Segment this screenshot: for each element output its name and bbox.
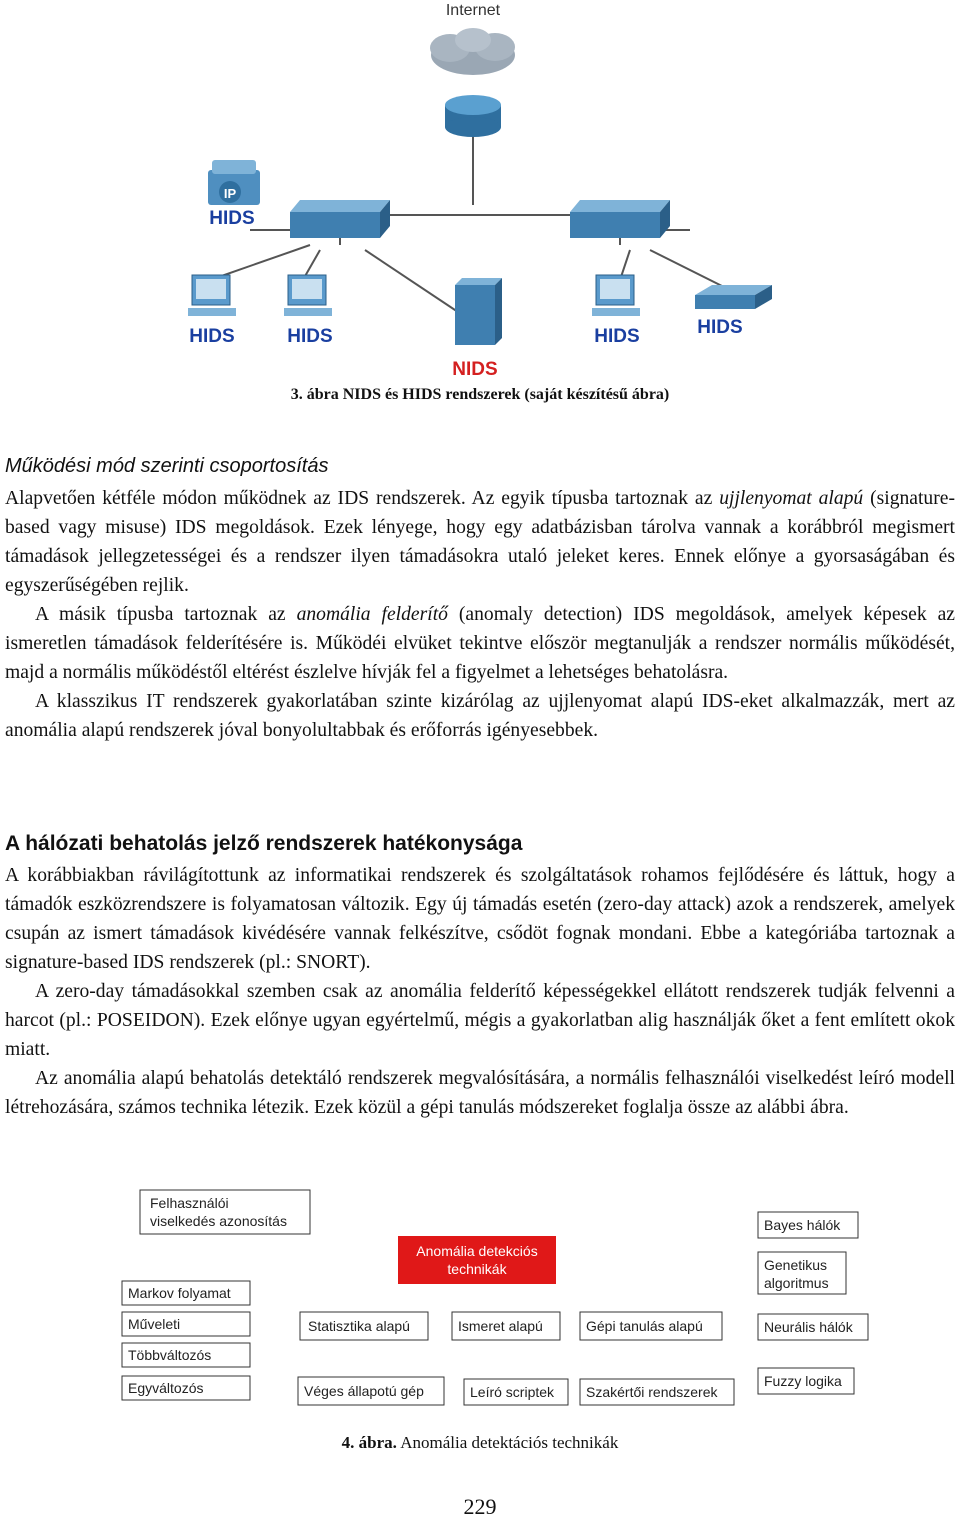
section-2-body [5,861,955,1122]
hids-label-phone: HIDS [209,208,255,229]
svg-text:Bayes hálók: Bayes hálók [764,1217,841,1233]
switch-right-icon [570,200,670,238]
section-1-paragraph-3: A klasszikus IT rendszerek gyakorlatában szinte kizárólag az ujjlenyomat alapú IDS-eket alkalmazzák, mert az anomália alapú rendszerek jóval bonyolultabbak és erőforrás igényesebbek. [5,691,955,741]
knowledge-box [452,1312,560,1340]
svg-text:Fuzzy logika: Fuzzy logika [764,1373,842,1389]
internet-label: Internet [445,2,501,19]
section-2-paragraph-1: A korábbiakban rávilágítottunk az informatikai rendszerek és szolgáltatások rohamos fejlődésére és láttuk, hogy a támadók eszközrendszere is folyamatosan változik. Egy új támadás esetén (zero-day attack) azok a rendszerek, amelyek csupán az ismert támadások kivédésére vannak felkészítve, csődöt fognak mondani. Ebbe a kategóriába tartoznak a signature-based IDS rendszerek (pl.: SNORT). [5,865,955,973]
scripts-box [464,1379,568,1405]
hids-label-pc2: HIDS [287,326,333,347]
svg-text:algoritmus: algoritmus [764,1275,829,1291]
server-icon [695,285,772,309]
machine-learning-box [580,1312,722,1340]
figure-3-caption: 3. ábra NIDS és HIDS rendszerek (saját készítésű ábra) [290,386,670,403]
svg-text:Többváltozós: Többváltozós [128,1347,212,1363]
pc-icon [592,275,640,316]
router-icon [445,95,501,137]
section-1-body [5,484,955,745]
anomaly-techniques-box [398,1236,556,1284]
svg-text:Szakértői rendszerek: Szakértői rendszerek [586,1384,718,1400]
markov-box [122,1281,250,1305]
hids-label-pc1: HIDS [189,326,235,347]
svg-text:viselkedés azonosítás: viselkedés azonosítás [150,1213,287,1229]
switch-left-icon [290,200,390,238]
svg-text:Leíró scriptek: Leíró scriptek [470,1384,555,1400]
svg-text:technikák: technikák [447,1261,507,1277]
pc-icon [188,275,236,316]
svg-text:Markov folyamat: Markov folyamat [128,1285,231,1301]
pc-icon [284,275,332,316]
svg-text:Neurális hálók: Neurális hálók [764,1319,853,1335]
network-diagram [150,0,810,385]
svg-text:Egyváltozós: Egyváltozós [128,1380,204,1396]
nids-sensor-icon [455,278,502,345]
nids-label: NIDS [452,359,498,380]
svg-text:Anomália detekciós: Anomália detekciós [416,1243,538,1259]
expert-systems-box [580,1379,734,1405]
neural-box [758,1314,868,1340]
figure-4-caption: 4. ábra. Anomália detektációs technikák [341,1433,619,1452]
bayes-box [758,1212,858,1238]
section-1-paragraph-1: Alapvetően kétféle módon működnek az IDS rendszerek. Az egyik típusba tartoznak az ujjlenyomat alapú (signature-based vagy misuse) IDS megoldások. Ezek lényege, hogy egy adatbázisban tárolva vannak a korábbról megismert támadások jellegzetességei és a rendszer ilyen támadásokra utaló jeleket keres. Ennek előnye a gyorsaságában és egyszerűségében rejlik. [5,488,955,596]
svg-text:Statisztika alapú: Statisztika alapú [308,1318,410,1334]
svg-text:Gépi tanulás alapú: Gépi tanulás alapú [586,1318,703,1334]
section-2-paragraph-3: Az anomália alapú behatolás detektáló rendszerek megvalósítására, a normális felhasználói viselkedést leíró modell létrehozására, számos technika létezik. Ezek közül a gépi tanulás módszereket foglalja össze az alábbi ábra. [5,1068,955,1118]
statistical-box [300,1312,428,1340]
operational-box [122,1312,250,1336]
multivariate-box [122,1343,250,1367]
user-behavior-box [140,1190,310,1234]
fsm-box [298,1377,444,1405]
section-2-title: A hálózati behatolás jelző rendszerek hatékonysága [5,832,523,855]
svg-text:Genetikus: Genetikus [764,1257,828,1273]
internet-cloud-icon [430,28,515,75]
univariate-box [122,1376,250,1400]
svg-text:Műveleti: Műveleti [128,1316,181,1332]
section-1-paragraph-2: A másik típusba tartoznak az anomália felderítő (anomaly detection) IDS megoldások, amelyek képesek az ismeretlen támadások felderítésére is. Működéi elvüket tekintve először megtanulják a rendszer normális működését, majd a normális működéstől eltérést észlelve hívják fel a figyelmet a lehetséges behatolásra. [5,604,956,683]
section-1-title: Működési mód szerinti csoportosítás [5,455,329,477]
section-2-paragraph-2: A zero-day támadásokkal szemben csak az anomália felderítő képességekkel ellátott rendszerek tudják felvenni a harcot (pl.: POSEIDON). Ezek előnye ugyan egyértelmű, mégis a gyakorlatban alig használják őket a fent említett okok miatt. [5,981,955,1060]
hids-label-pc3: HIDS [594,326,640,347]
ip-label: IP [223,186,237,201]
hids-label-server: HIDS [697,317,743,338]
svg-text:Véges állapotú gép: Véges állapotú gép [304,1383,424,1399]
fuzzy-box [758,1368,854,1394]
svg-text:Felhasználói: Felhasználói [150,1195,229,1211]
page-number: 229 [463,1494,497,1519]
genetic-box [758,1252,846,1294]
anomaly-techniques-diagram [100,1186,880,1416]
svg-text:Ismeret alapú: Ismeret alapú [458,1318,543,1334]
